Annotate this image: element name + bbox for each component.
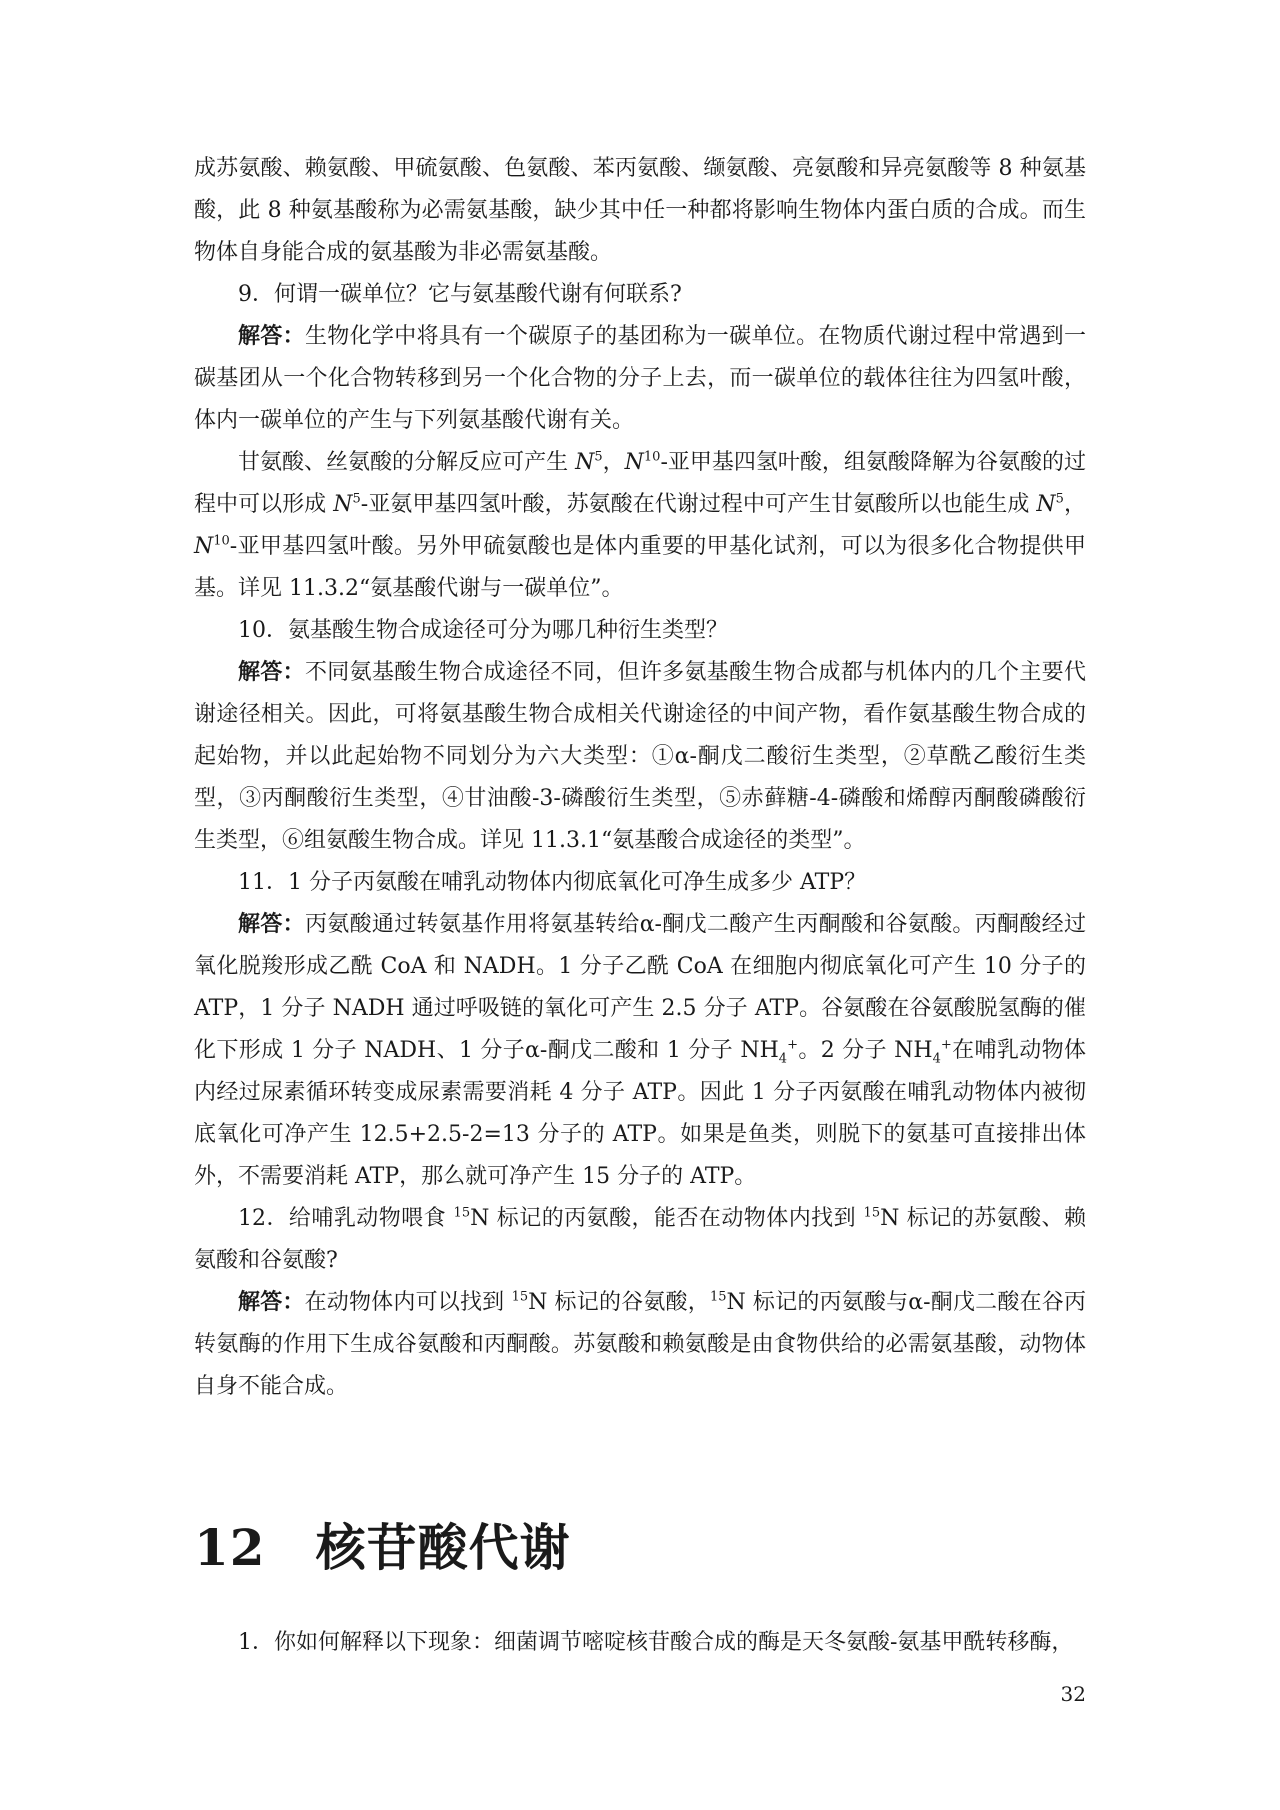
page-number: 32 <box>1060 1682 1086 1706</box>
answer-9-text: 生物化学中将具有一个碳原子的基团称为一碳单位。在物质代谢过程中常遇到一碳基团从一个化合物转移到另一个化合物的分子上去，而一碳单位的载体往往为四氢叶酸，体内一碳单位的产生与下列氨基酸代谢有关。 <box>194 324 1086 433</box>
paragraph-continued: 成苏氨酸、赖氨酸、甲硫氨酸、色氨酸、苯丙氨酸、缬氨酸、亮氨酸和异亮氨酸等 8 种氨基酸，此 8 种氨基酸称为必需氨基酸，缺少其中任一种都将影响生物体内蛋白质的合成。而生物体自身能合成的氨基酸为非必需氨基酸。 <box>194 156 1086 265</box>
answer-label: 解答： <box>238 324 305 349</box>
answer-12: 解答：在动物体内可以找到 $^{15}$N 标记的谷氨酸，$^{15}$N 标记的丙氨酸与α-酮戊二酸在谷丙转氨酶的作用下生成谷氨酸和丙酮酸。苏氨酸和赖氨酸是由食物供给的必需氨基酸，动物体自身不能合成。 <box>194 1289 1086 1399</box>
question-10: 10．氨基酸生物合成途径可分为哪几种衍生类型？ <box>238 618 728 643</box>
answer-9 <box>194 316 1086 442</box>
chapter-body <box>194 1622 1086 1664</box>
answer-11: 解答：丙氨酸通过转氨基作用将氨基转给α-酮戊二酸产生丙酮酸和谷氨酸。丙酮酸经过氧化脱羧形成乙酰 CoA 和 NADH。1 分子乙酰 CoA 在细胞内彻底氧化可产生 10 分子的 ATP，1 分子 NADH 通过呼吸链的氧化可产生 2.5 分子 ATP。谷氨酸在谷氨酸脱氢酶的催化下形成 1 分子 NADH、1 分子α-酮戊二酸和 1 分子 $NH_4^+$。2 分子 $NH_4^+$在哺乳动物体内经过尿素循环转变成尿素需要消耗 4 分子 ATP。因此 1 分子丙氨酸在哺乳动物体内被彻底氧化可净产生 12.5+2.5-2=13 分子的 ATP。如果是鱼类，则脱下的氨基可直接排出体外，不需要消耗 ATP，那么就可净产生 15 分子的 ATP。 <box>194 912 1086 1189</box>
answer-10-text: 不同氨基酸生物合成途径不同，但许多氨基酸生物合成都与机体内的几个主要代谢途径相关。因此，可将氨基酸生物合成相关代谢途径的中间产物，看作氨基酸生物合成的起始物，并以此起始物不同划分为六大类型：①α-酮戊二酸衍生类型，②草酰乙酸衍生类型，③丙酮酸衍生类型，④甘油酸-3-磷酸衍生类型，⑤赤藓糖-4-磷酸和烯醇丙酮酸磷酸衍生类型，⑥组氨酸生物合成。详见 11.3.1“氨基酸合成途径的类型”。 <box>194 660 1086 853</box>
answer-label: 解答： <box>238 912 305 937</box>
page-body <box>194 148 1086 1408</box>
chapter-question-1: 1．你如何解释以下现象：细菌调节嘧啶核苷酸合成的酶是天冬氨酸-氨基甲酰转移酶， <box>238 1630 1074 1655</box>
chapter-title: 核苷酸代谢 <box>315 1519 571 1577</box>
chapter-number: 12 <box>194 1518 266 1577</box>
question-9: 9．何谓一碳单位？它与氨基酸代谢有何联系? <box>238 282 682 307</box>
answer-10 <box>194 652 1086 862</box>
answer-label: 解答： <box>238 660 305 685</box>
question-12: 12．给哺乳动物喂食 $^{15}$N 标记的丙氨酸，能否在动物体内找到 $^{15}$N 标记的苏氨酸、赖氨酸和谷氨酸? <box>194 1205 1086 1273</box>
answer-label: 解答： <box>238 1290 305 1315</box>
question-11: 11．1 分子丙氨酸在哺乳动物体内彻底氧化可净生成多少 ATP？ <box>238 870 867 895</box>
answer-9-detail: 甘氨酸、丝氨酸的分解反应可产生 $N^5$，$N^{10}-$亚甲基四氢叶酸，组氨酸降解为谷氨酸的过程中可以形成 $N^5-$亚氨甲基四氢叶酸，苏氨酸在代谢过程中可产生甘氨酸所以也能生成 $N^5$，$N^{10}-$亚甲基四氢叶酸。另外甲硫氨酸也是体内重要的甲基化试剂，可以为很多化合物提供甲基。详见 11.3.2“氨基酸代谢与一碳单位”。 <box>194 449 1086 601</box>
chapter-heading <box>194 1518 571 1578</box>
